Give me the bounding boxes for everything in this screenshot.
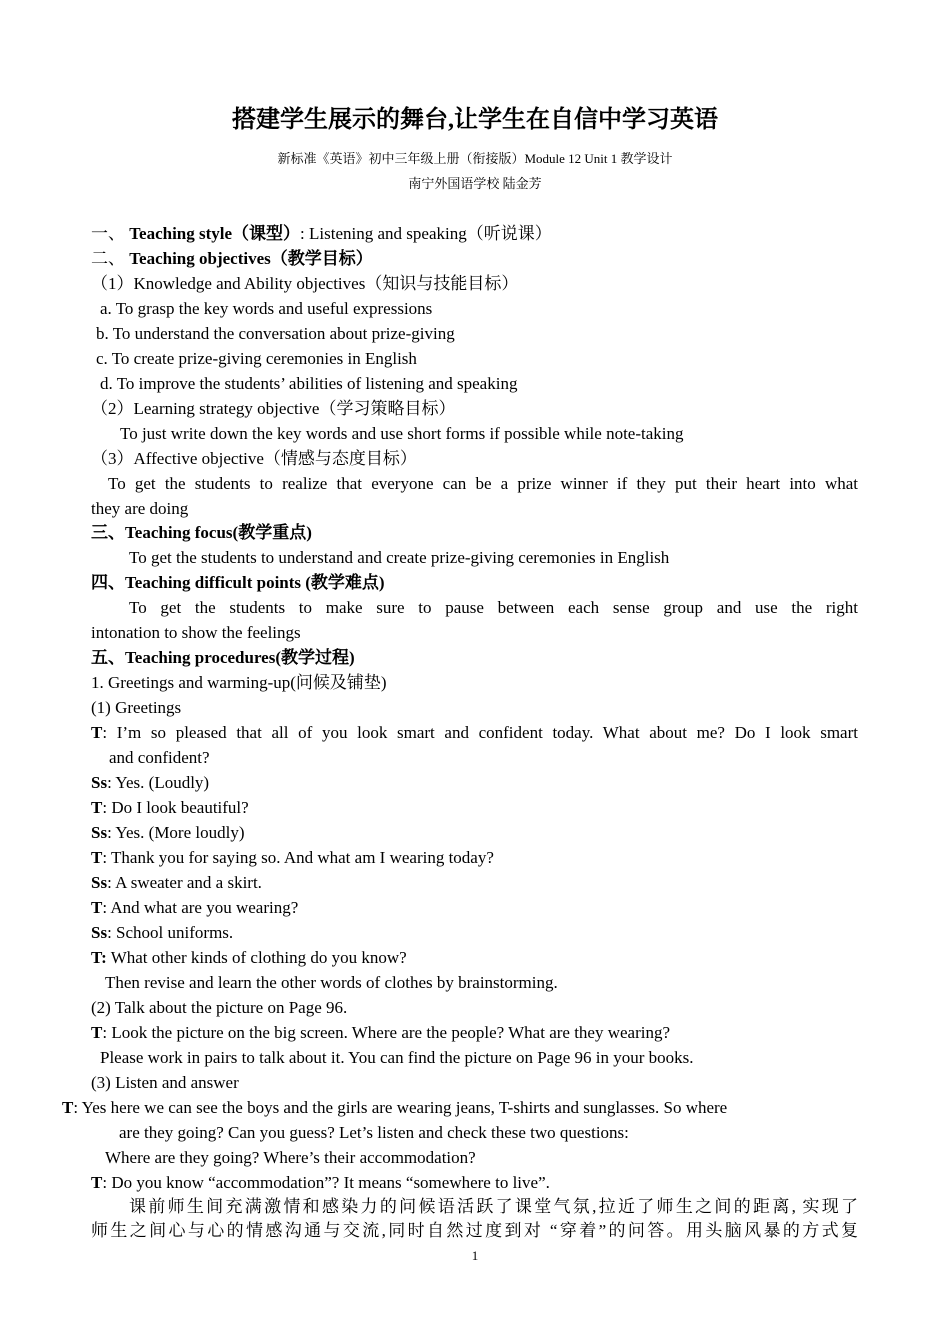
dialogue-line bbox=[91, 947, 407, 969]
instruction-text: Then revise and learn the other words of clothes by brainstorming. bbox=[105, 973, 558, 992]
dialogue-line bbox=[91, 797, 249, 819]
speaker: Ss bbox=[91, 923, 108, 942]
objective-1b: b. To understand the conversation about prize-giving bbox=[96, 324, 455, 343]
dialogue-line bbox=[91, 722, 858, 744]
speaker: T bbox=[91, 723, 103, 742]
speaker: Ss bbox=[91, 823, 108, 842]
document-subtitle: 新标准《英语》初中三年级上册（衔接版）Module 12 Unit 1 教学设计 bbox=[277, 151, 673, 166]
dialogue-text: : Look the picture on the big screen. Where are the people? What are they wearing? bbox=[102, 1023, 671, 1042]
dialogue-text: : Yes. (Loudly) bbox=[107, 773, 210, 792]
objective-3: （3）Affective objective（情感与态度目标） bbox=[91, 449, 417, 468]
section-5: 五、Teaching procedures(教学过程) bbox=[91, 648, 355, 667]
objective-2: （2）Learning strategy objective（学习策略目标） bbox=[91, 399, 456, 418]
document-title: 搭建学生展示的舞台,让学生在自信中学习英语 bbox=[232, 107, 718, 133]
dialogue-text: : A sweater and a skirt. bbox=[107, 873, 262, 892]
section-4-text: To get the students to make sure to pause between each sense group and use the right bbox=[129, 598, 858, 617]
dialogue-line-cont: and confident? bbox=[109, 748, 210, 767]
procedure-1: 1. Greetings and warming-up(问候及铺垫) bbox=[91, 673, 387, 692]
speaker: Ss bbox=[91, 773, 108, 792]
dialogue-line bbox=[91, 872, 262, 894]
dialogue-text: : Thank you for saying so. And what am I wearing today? bbox=[102, 848, 494, 867]
section-number: 一、 bbox=[91, 224, 125, 243]
speaker: Ss bbox=[91, 873, 108, 892]
dialogue-text: : Yes. (More loudly) bbox=[107, 823, 245, 842]
procedure-1-1: (1) Greetings bbox=[91, 698, 182, 717]
page-number: 1 bbox=[471, 1248, 479, 1263]
speaker: T bbox=[91, 798, 103, 817]
dialogue-line-cont: Where are they going? Where’s their accommodation? bbox=[105, 1148, 476, 1167]
commentary-text-cont: 师生之间心与心的情感沟通与交流,同时自然过度到对 “穿着”的问答。用头脑风暴的方式复 bbox=[91, 1221, 858, 1240]
section-text: : Listening and speaking（听说课） bbox=[300, 224, 552, 243]
dialogue-line-cont: are they going? Can you guess? Let’s listen and check these two questions: bbox=[119, 1123, 629, 1142]
speaker: T bbox=[91, 1023, 103, 1042]
objective-3-text-cont: they are doing bbox=[91, 499, 189, 518]
dialogue-line bbox=[91, 822, 245, 844]
instruction-text: Please work in pairs to talk about it. You can find the picture on Page 96 in your books. bbox=[100, 1048, 694, 1067]
dialogue-text: What other kinds of clothing do you know? bbox=[106, 948, 407, 967]
document-author: 南宁外国语学校 陆金芳 bbox=[408, 176, 542, 191]
objective-1d: d. To improve the students’ abilities of listening and speaking bbox=[100, 374, 518, 393]
section-4: 四、Teaching difficult points (教学难点) bbox=[91, 573, 385, 592]
section-3: 三、Teaching focus(教学重点) bbox=[91, 523, 312, 542]
dialogue-text: : And what are you wearing? bbox=[102, 898, 299, 917]
dialogue-line bbox=[91, 897, 298, 919]
section-3-text: To get the students to understand and create prize-giving ceremonies in English bbox=[129, 548, 670, 567]
speaker: T bbox=[91, 898, 103, 917]
objective-2-text: To just write down the key words and use short forms if possible while note-taking bbox=[120, 424, 684, 443]
dialogue-text: : Yes here we can see the boys and the girls are wearing jeans, T-shirts and sunglasses. So where bbox=[73, 1098, 728, 1117]
speaker: T bbox=[91, 1173, 103, 1192]
speaker: T bbox=[91, 848, 103, 867]
section-label: Teaching style（课型） bbox=[129, 224, 301, 243]
dialogue-line bbox=[91, 847, 494, 869]
section-label: Teaching objectives（教学目标） bbox=[129, 249, 373, 268]
dialogue-text: : Do you know “accommodation”? It means “somewhere to live”. bbox=[102, 1173, 550, 1192]
dialogue-line bbox=[62, 1097, 727, 1119]
dialogue-text: : School uniforms. bbox=[107, 923, 234, 942]
dialogue-text: : I’m so pleased that all of you look smart and confident today. What about me? Do I look smart bbox=[102, 723, 858, 742]
procedure-1-2: (2) Talk about the picture on Page 96. bbox=[91, 998, 348, 1017]
section-4-text-cont: intonation to show the feelings bbox=[91, 623, 301, 642]
objective-1a: a. To grasp the key words and useful expressions bbox=[100, 299, 433, 318]
dialogue-line bbox=[91, 922, 233, 944]
section-number: 二、 bbox=[91, 249, 125, 268]
objective-1: （1）Knowledge and Ability objectives（知识与技能目标） bbox=[91, 274, 519, 293]
section-1 bbox=[91, 223, 552, 245]
objective-3-text: To get the students to realize that everyone can be a prize winner if they put their heart into what bbox=[108, 474, 858, 493]
commentary-text: 课前师生间充满激情和感染力的问候语活跃了课堂气氛,拉近了师生之间的距离, 实现了 bbox=[129, 1197, 858, 1216]
section-2 bbox=[91, 248, 373, 270]
speaker: T bbox=[62, 1098, 74, 1117]
dialogue-line bbox=[91, 1172, 550, 1194]
objective-1c: c. To create prize-giving ceremonies in English bbox=[96, 349, 417, 368]
dialogue-line bbox=[91, 772, 209, 794]
dialogue-line bbox=[91, 1022, 670, 1044]
dialogue-text: : Do I look beautiful? bbox=[102, 798, 249, 817]
speaker: T: bbox=[91, 948, 107, 967]
procedure-1-3: (3) Listen and answer bbox=[91, 1073, 239, 1092]
